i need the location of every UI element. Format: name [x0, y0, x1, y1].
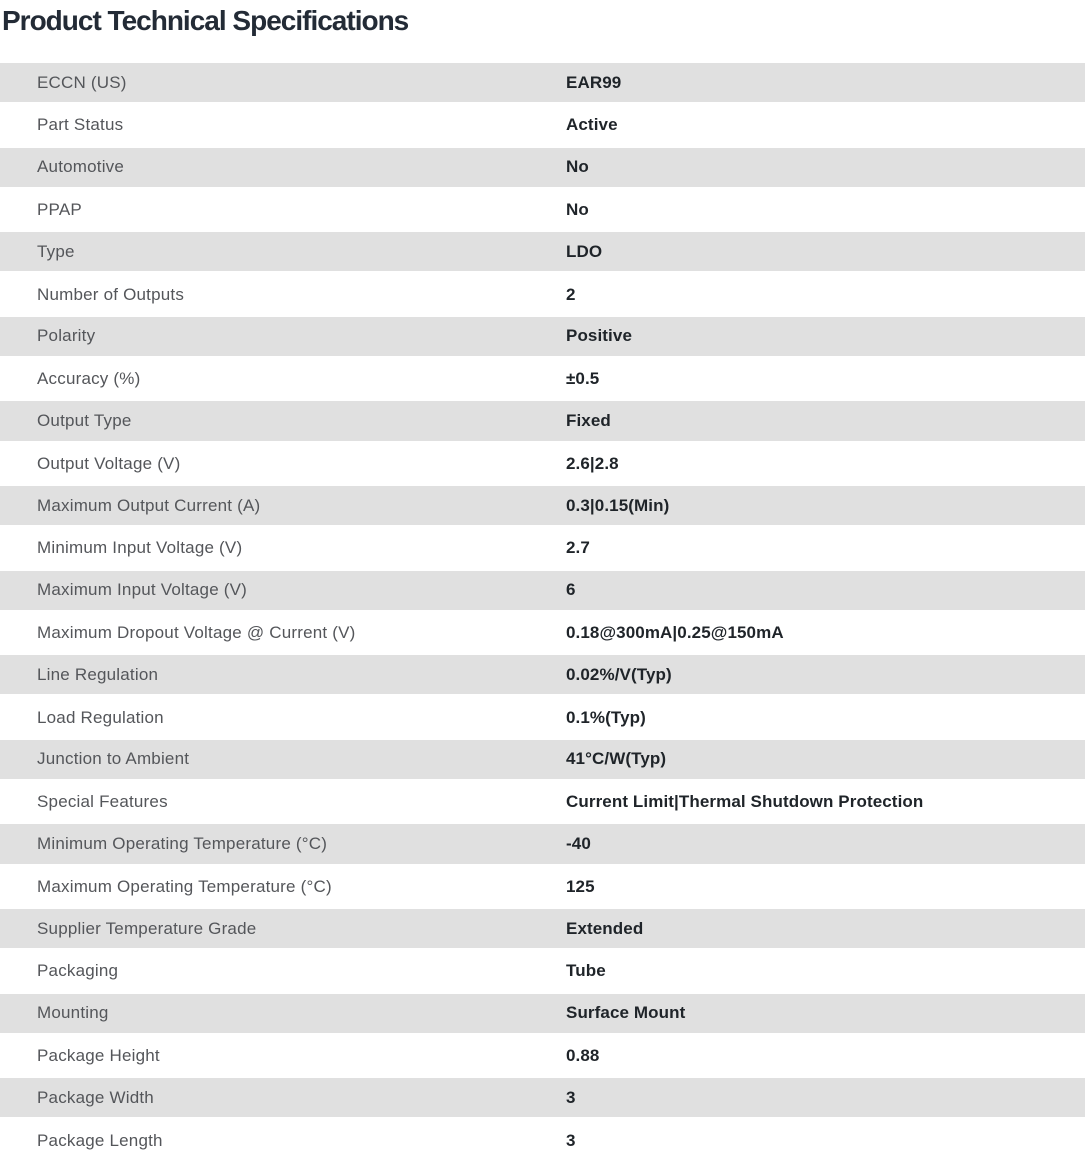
spec-value: 0.18@300mA|0.25@150mA [566, 623, 784, 642]
spec-value: 3 [566, 1130, 576, 1150]
spec-label: Packaging [37, 961, 119, 981]
spec-value: No [566, 200, 589, 220]
spec-label: Maximum Output Current (A) [37, 495, 261, 515]
spec-row [0, 316, 1085, 358]
spec-value: No [566, 157, 589, 177]
spec-value: ±0.5 [566, 369, 600, 389]
spec-row [0, 1077, 1085, 1119]
spec-label: Package Width [37, 1087, 154, 1107]
spec-value: Fixed [566, 411, 611, 431]
spec-label: Type [37, 241, 75, 261]
spec-value: -40 [566, 833, 591, 853]
spec-label: Junction to Ambient [37, 749, 190, 769]
spec-value: 2.6|2.8 [566, 453, 619, 473]
spec-value: LDO [566, 241, 603, 261]
spec-row [0, 696, 1085, 738]
page-title: Product Technical Specifications [2, 5, 409, 36]
spec-row [0, 104, 1085, 146]
spec-value: 0.1%(Typ) [566, 707, 646, 727]
spec-table [0, 62, 1085, 1162]
spec-value: Active [566, 115, 618, 135]
spec-row [0, 400, 1085, 442]
spec-label: Line Regulation [37, 664, 159, 684]
spec-label: Minimum Input Voltage (V) [37, 538, 243, 558]
spec-label: Load Regulation [37, 707, 164, 727]
spec-row [0, 612, 1085, 654]
spec-label: Polarity [37, 326, 96, 346]
spec-value: 125 [566, 876, 595, 896]
spec-label: Accuracy (%) [37, 369, 141, 389]
spec-row [0, 570, 1085, 612]
spec-row [0, 950, 1085, 992]
spec-value: Surface Mount [566, 1003, 686, 1023]
spec-label: Maximum Dropout Voltage @ Current (V) [37, 623, 356, 642]
spec-label: Automotive [37, 157, 125, 177]
spec-value: 0.88 [566, 1045, 600, 1065]
spec-label: Output Voltage (V) [37, 453, 181, 473]
spec-label: Special Features [37, 792, 168, 812]
spec-label: Package Length [37, 1130, 163, 1150]
spec-value: Positive [566, 326, 632, 346]
spec-row [0, 443, 1085, 485]
spec-row [0, 485, 1085, 527]
spec-row [0, 739, 1085, 781]
spec-value: Extended [566, 918, 644, 938]
spec-value: EAR99 [566, 72, 622, 92]
spec-value: 2.7 [566, 538, 590, 558]
spec-row [0, 527, 1085, 569]
spec-row [0, 908, 1085, 950]
spec-row [0, 781, 1085, 823]
spec-label: Mounting [37, 1003, 109, 1023]
spec-label: Number of Outputs [37, 284, 185, 304]
spec-row [0, 189, 1085, 231]
spec-row [0, 62, 1085, 104]
spec-label: PPAP [37, 200, 82, 220]
spec-value: Tube [566, 961, 606, 981]
spec-label: Output Type [37, 411, 132, 431]
spec-row [0, 823, 1085, 865]
spec-label: ECCN (US) [37, 72, 127, 92]
spec-row [0, 1035, 1085, 1077]
spec-row [0, 273, 1085, 315]
spec-value: Current Limit|Thermal Shutdown Protection [566, 792, 924, 812]
spec-label: Maximum Operating Temperature (°C) [37, 876, 332, 896]
spec-label: Package Height [37, 1045, 160, 1065]
spec-value: 41°C/W(Typ) [566, 749, 667, 769]
spec-row [0, 147, 1085, 189]
spec-label: Maximum Input Voltage (V) [37, 580, 248, 600]
spec-label: Part Status [37, 115, 124, 135]
spec-row [0, 993, 1085, 1035]
spec-row [0, 231, 1085, 273]
spec-value: 6 [566, 580, 576, 600]
spec-row [0, 654, 1085, 696]
spec-value: 0.02%/V(Typ) [566, 664, 672, 684]
spec-value: 0.3|0.15(Min) [566, 495, 670, 515]
spec-label: Supplier Temperature Grade [37, 918, 257, 938]
spec-label: Minimum Operating Temperature (°C) [37, 833, 328, 853]
spec-row [0, 1119, 1085, 1161]
spec-row [0, 866, 1085, 908]
spec-value: 2 [566, 284, 576, 304]
spec-value: 3 [566, 1087, 576, 1107]
spec-row [0, 358, 1085, 400]
